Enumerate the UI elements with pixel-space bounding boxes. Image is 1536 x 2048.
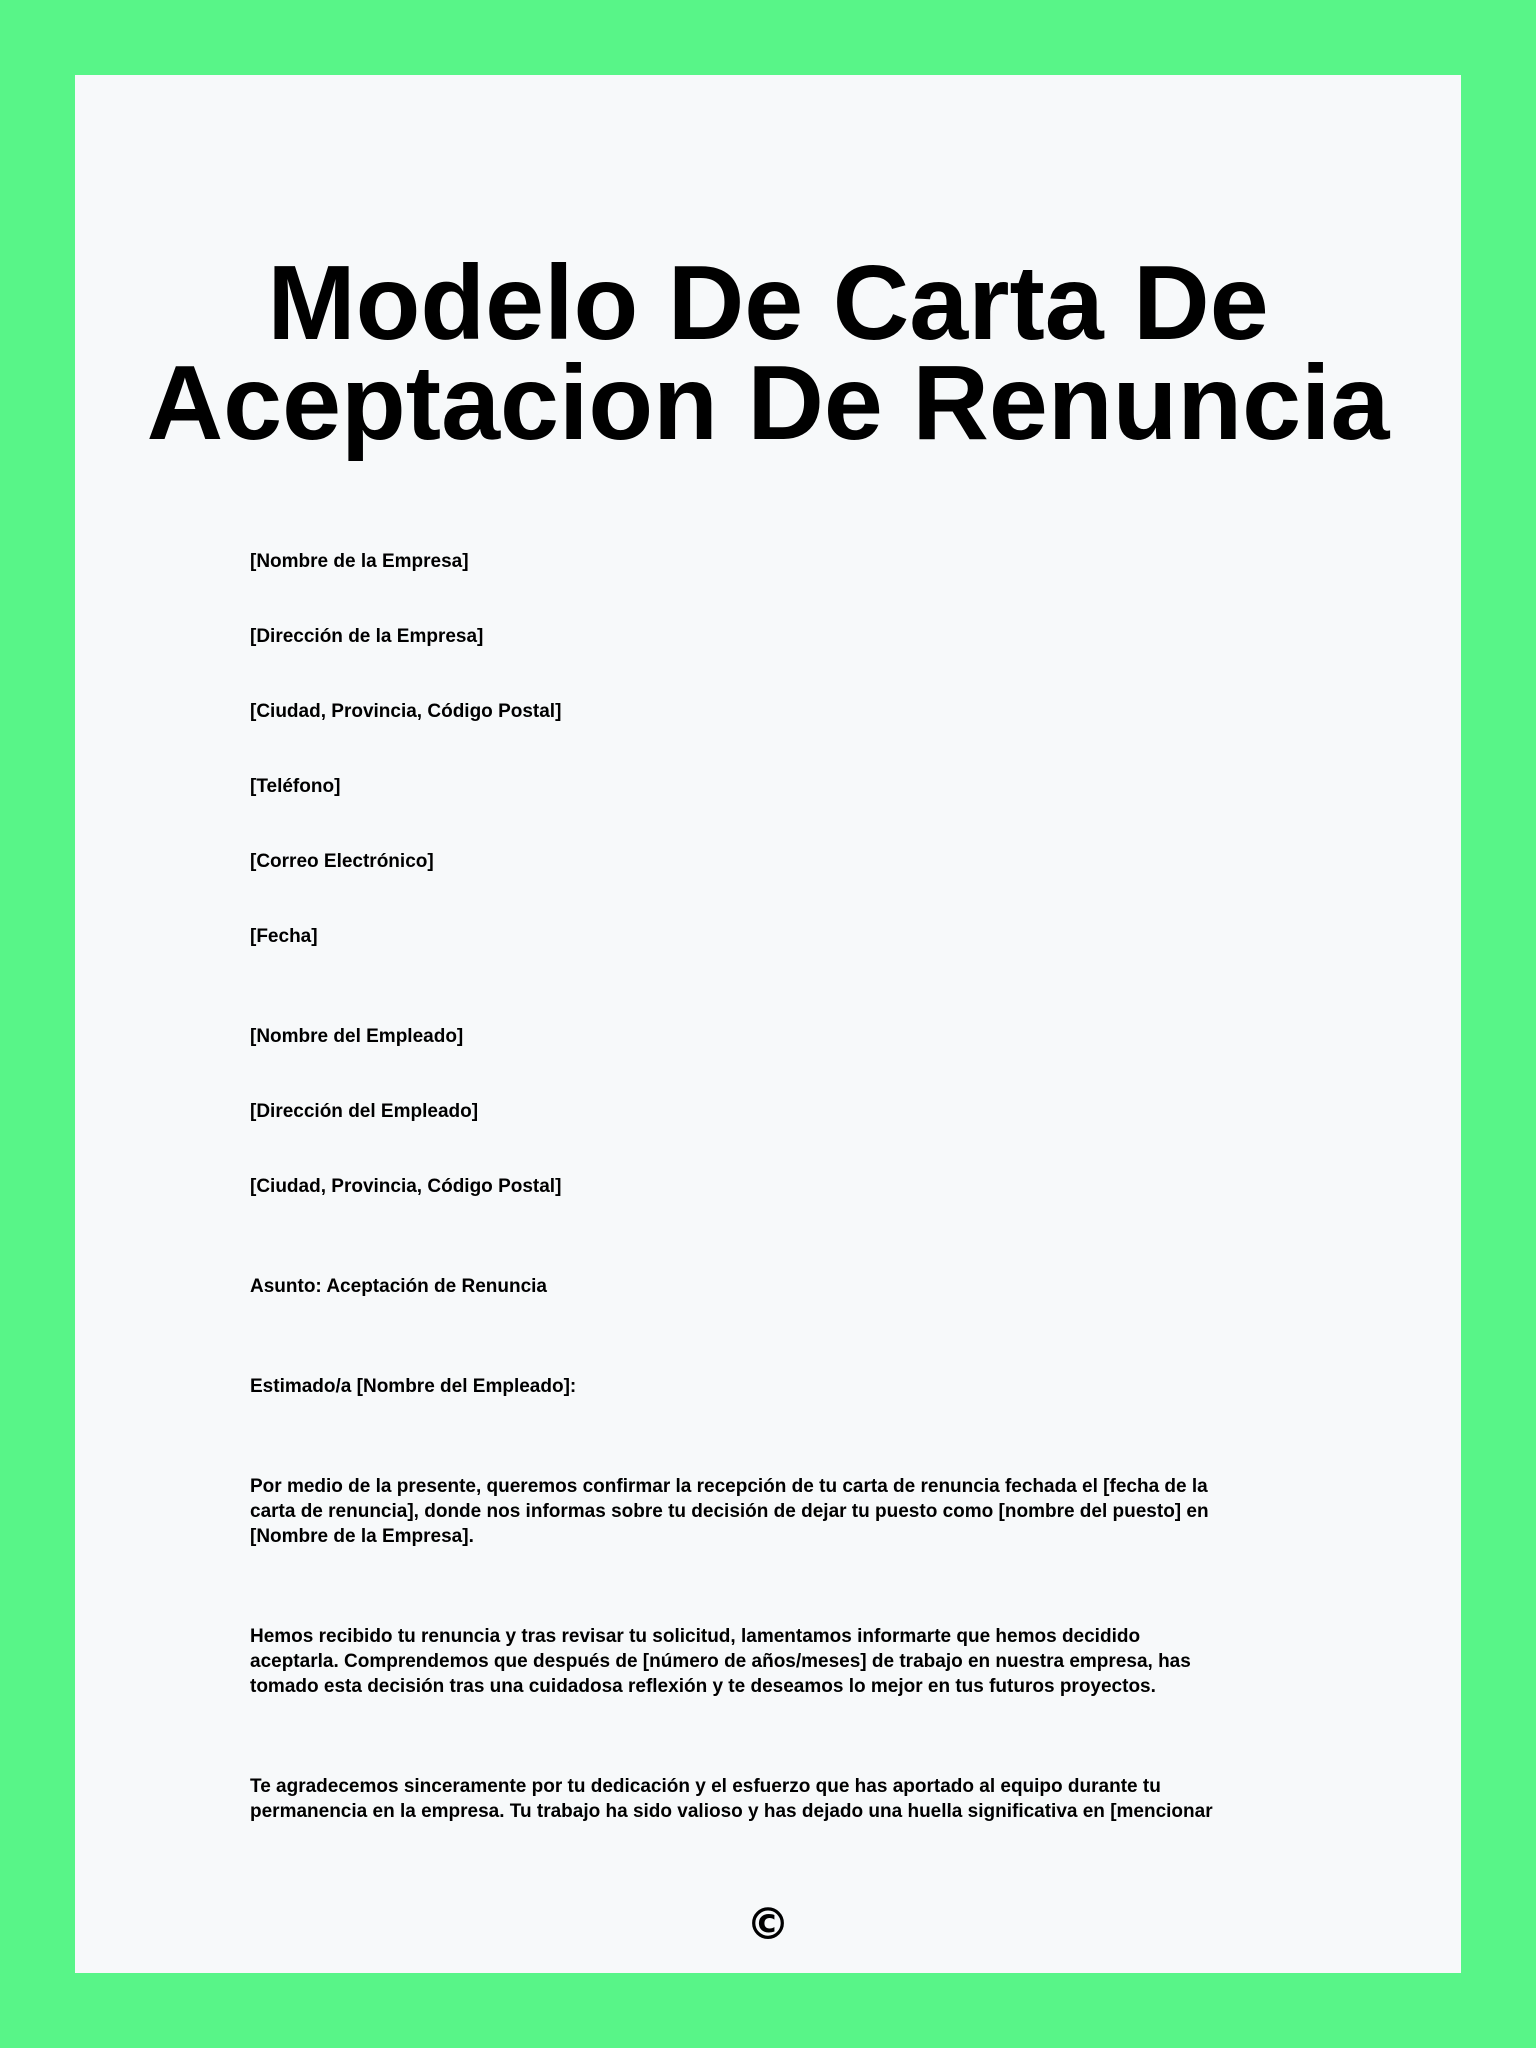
paragraph-2-line-2: aceptarla. Comprendemos que después de [número de años/meses] de trabajo en nuestra empresa, has: [250, 1651, 1191, 1672]
document-page: [75, 75, 1461, 1973]
employee-city-line: [Ciudad, Provincia, Código Postal]: [250, 1176, 562, 1197]
title-line-1: Modelo De Carta De: [267, 244, 1269, 362]
paragraph-2-line-1: Hemos recibido tu renuncia y tras revisar tu solicitud, lamentamos informarte que hemos decidido: [250, 1626, 1141, 1647]
copyright-icon: ©: [746, 1899, 790, 1950]
paragraph-2-line-3: tomado esta decisión tras una cuidadosa reflexión y te deseamos lo mejor en tus futuros proyectos.: [250, 1676, 1156, 1697]
company-phone-line: [Teléfono]: [250, 776, 341, 797]
subject-line: Asunto: Aceptación de Renuncia: [250, 1276, 547, 1297]
paragraph-3-line-2: permanencia en la empresa. Tu trabajo ha sido valioso y has dejado una huella significativa en [mencionar: [250, 1801, 1213, 1822]
greeting-line: Estimado/a [Nombre del Empleado]:: [250, 1376, 577, 1397]
paragraph-1-line-2: carta de renuncia], donde nos informas sobre tu decisión de dejar tu puesto como [nombre del puesto] en: [250, 1501, 1209, 1522]
paragraph-2: [250, 1624, 1290, 1699]
employee-address-line: [Dirección del Empleado]: [250, 1101, 479, 1122]
paragraph-1-line-3: [Nombre de la Empresa].: [250, 1526, 474, 1547]
company-address-line: [Dirección de la Empresa]: [250, 626, 484, 647]
title-line-2: Aceptacion De Renuncia: [146, 344, 1390, 462]
employee-name-line: [Nombre del Empleado]: [250, 1026, 464, 1047]
company-name-line: [Nombre de la Empresa]: [250, 551, 469, 572]
company-email-line: [Correo Electrónico]: [250, 851, 434, 872]
date-line: [Fecha]: [250, 926, 318, 947]
paragraph-1-line-1: Por medio de la presente, queremos confirmar la recepción de tu carta de renuncia fechada el [fecha de la: [250, 1476, 1208, 1497]
paragraph-3: [250, 1774, 1290, 1824]
company-city-line: [Ciudad, Provincia, Código Postal]: [250, 701, 562, 722]
paragraph-1: [250, 1474, 1290, 1549]
paragraph-3-line-1: Te agradecemos sinceramente por tu dedicación y el esfuerzo que has aportado al equipo durante tu: [250, 1776, 1161, 1797]
document-title: [75, 244, 1461, 462]
